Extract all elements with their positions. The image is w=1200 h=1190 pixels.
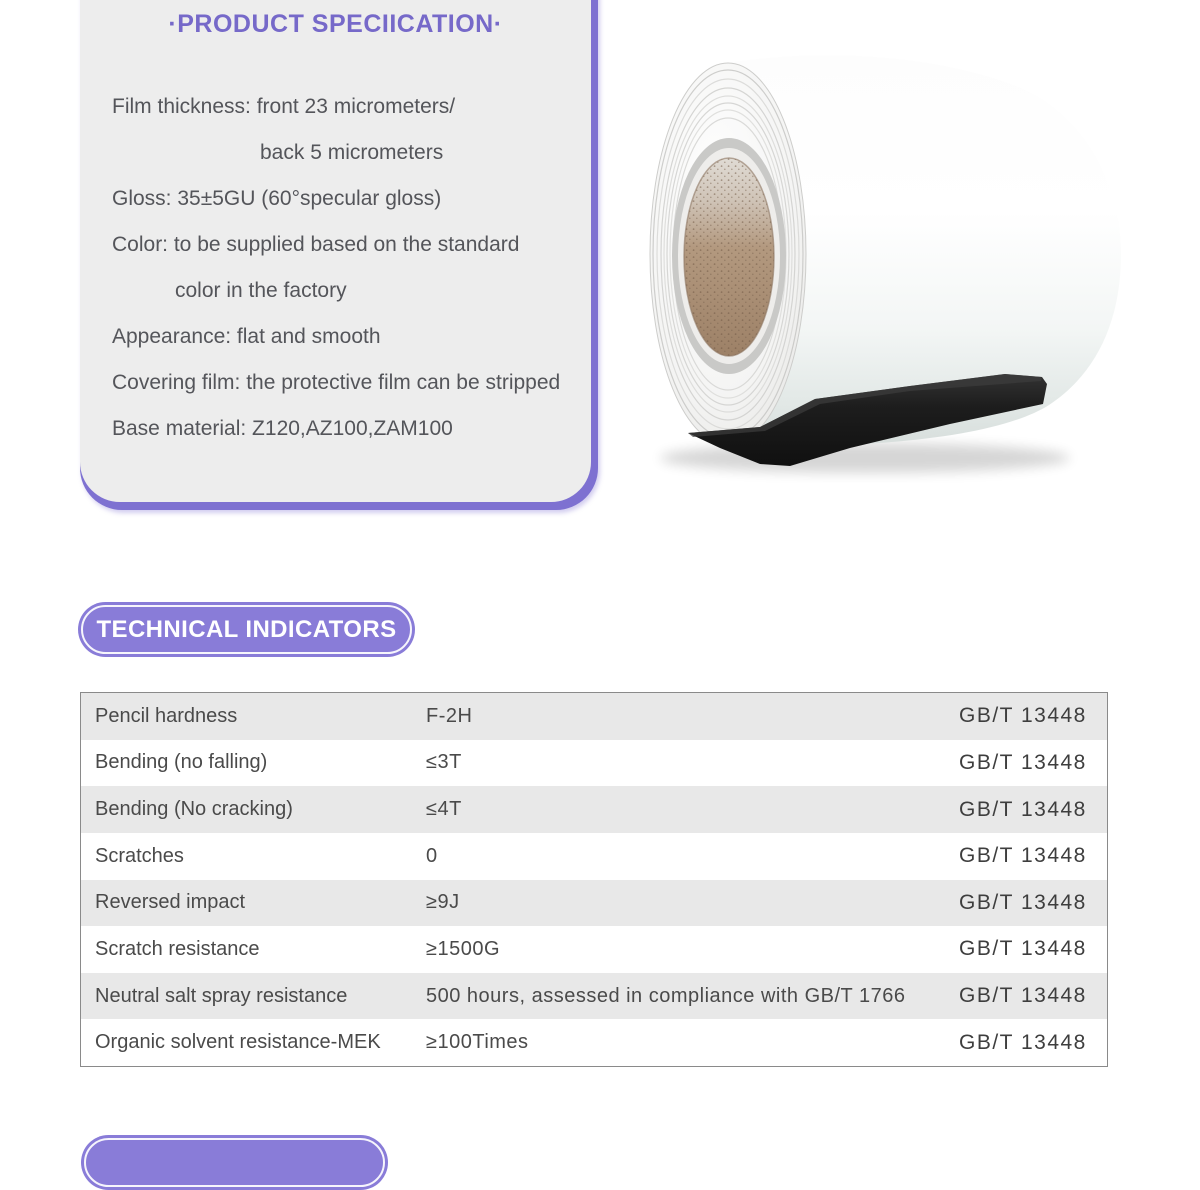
indicator-value: F-2H (426, 704, 473, 727)
table-row (81, 973, 1107, 1020)
table-row (81, 693, 1107, 740)
indicator-standard: GB/T 13448 (959, 1030, 1087, 1054)
table-row (81, 880, 1107, 927)
indicator-standard: GB/T 13448 (959, 750, 1087, 774)
table-row (81, 740, 1107, 787)
product-spec-card (80, 0, 591, 502)
indicator-standard: GB/T 13448 (959, 797, 1087, 821)
technical-indicators-label: TECHNICAL INDICATORS (96, 615, 397, 643)
table-row (81, 786, 1107, 833)
spec-line: Film thickness: front 23 micrometers/ (112, 95, 456, 118)
indicator-value: 500 hours, assessed in compliance with GB/T 1766 (426, 984, 906, 1007)
technical-indicators-badge (78, 602, 415, 657)
indicator-value: ≥100Times (426, 1031, 529, 1054)
spec-card-backing (80, 0, 598, 510)
indicator-name: Scratches (95, 844, 184, 867)
spec-line: back 5 micrometers (260, 141, 444, 164)
steel-coil-image (615, 38, 1195, 483)
indicator-standard: GB/T 13448 (959, 984, 1087, 1008)
spec-line: Base material: Z120,AZ100,ZAM100 (112, 417, 453, 440)
table-row (81, 926, 1107, 973)
indicator-value: ≥9J (426, 891, 460, 914)
indicator-value: ≤3T (426, 751, 462, 774)
spec-line: Covering film: the protective film can be stripped (112, 371, 561, 394)
indicator-name: Scratch resistance (95, 937, 260, 960)
spec-line: Gloss: 35±5GU (60°specular gloss) (112, 187, 442, 210)
indicator-value: 0 (426, 844, 438, 867)
indicator-name: Neutral salt spray resistance (95, 984, 348, 1007)
indicator-standard: GB/T 13448 (959, 704, 1087, 728)
indicator-standard: GB/T 13448 (959, 890, 1087, 914)
table-row (81, 833, 1107, 880)
spec-card-title: ·PRODUCT SPECIICATION· (168, 10, 503, 38)
indicator-standard: GB/T 13448 (959, 844, 1087, 868)
indicator-name: Bending (no falling) (95, 751, 268, 774)
spec-line: color in the factory (175, 279, 347, 302)
indicator-standard: GB/T 13448 (959, 937, 1087, 961)
spec-line: Color: to be supplied based on the standard (112, 233, 520, 256)
table-row (81, 1019, 1107, 1066)
indicator-name: Organic solvent resistance-MEK (95, 1031, 381, 1054)
technical-indicators-table (80, 692, 1108, 1067)
indicator-name: Bending (No cracking) (95, 798, 293, 821)
next-section-badge-partial (81, 1135, 388, 1190)
indicator-value: ≤4T (426, 798, 462, 821)
spec-line: Appearance: flat and smooth (112, 325, 381, 348)
indicator-name: Pencil hardness (95, 704, 238, 727)
indicator-name: Reversed impact (95, 891, 246, 914)
indicator-value: ≥1500G (426, 937, 501, 960)
spec-lines (112, 84, 572, 452)
